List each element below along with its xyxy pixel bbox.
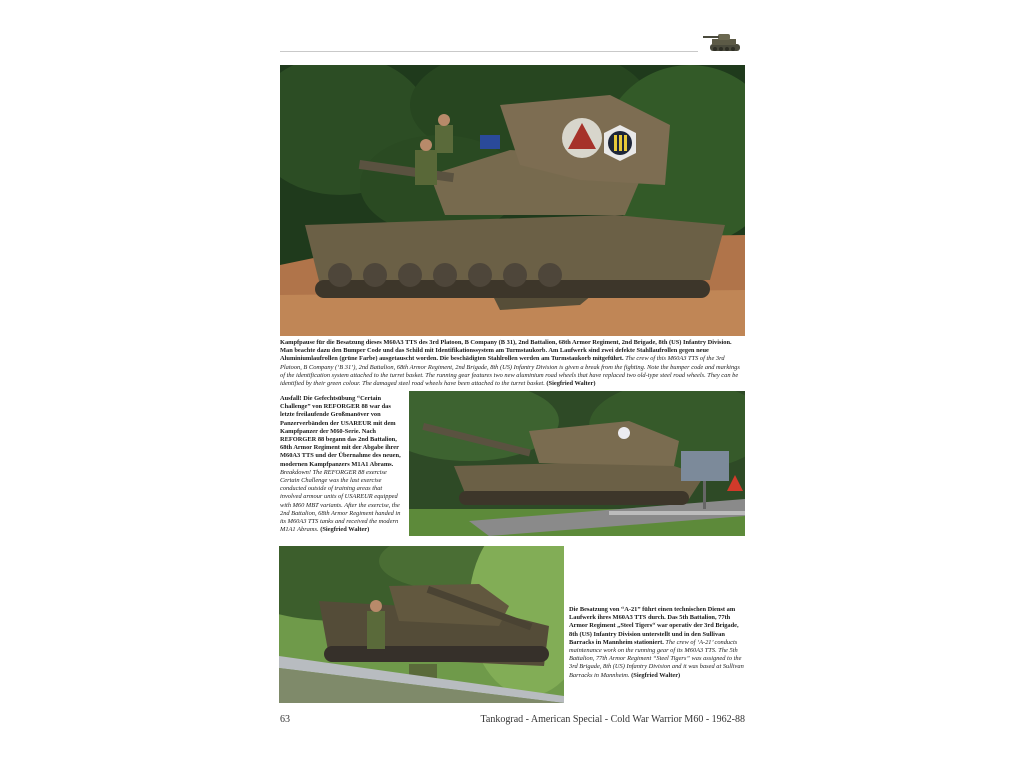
header-rule [280,51,698,52]
caption-middle-credit: (Siegfried Walter) [320,526,370,534]
caption-top-credit: (Siegfried Walter) [546,380,596,388]
caption-middle-english: Breakdown! The REFORGER 88 exercise Certain Challenge was the last exercise conducted outside of training areas that involved armour units of USAREUR equipped with M60 MBT variants. After the exercise, the 2nd Battalion, 68th Armor Regiment handed in its M60A3 TTS tanks and received the modern M1A1 Abrams. [280,468,401,534]
caption-bottom-german: Die Besatzung von “A-21” führt einen technischen Dienst am Laufwerk ihres M60A3 TTS durch. Das 5th Battalion, 77th Armor Regiment „Steel Tigers“ war operativ der 3rd Brigade, 8th (US) Infantry Division unterstellt und in den Sullivan Barracks in Mannheim stationiert. [569,606,739,646]
photo-tank-breakdown [409,391,745,536]
caption-top-german: Kampfpause für die Besatzung dieses M60A3 TTS des 3rd Platoon, B Company (B 31), 2nd Battalion, 68th Armor Regiment, 2nd Brigade, 8th (US) Infantry Division. Man beachte dazu den Bumper Code und das Schild mit Identifikationssystem am Turmstaukorb. Am Laufwerk sind zwei defekte Stahllaufrollen gegen neue Aluminiumlaufrollen (grüne Farbe) ausgetauscht worden. Die beschädigten Stahlrollen werden am Turmstaukorb mitgeführt. [280,339,732,363]
caption-middle-german: Ausfall! Die Gefechtsübung “Certain Challenge” von REFORGER 88 war das letzte freilaufende Großmanöver von Panzerverbänden der USAREUR mit dem Kampfpanzer der M60-Serie. Nach REFORGER 88 begann das 2nd Battalion, 68th Armor Regiment mit der Abgabe ihrer M60A3 TTS und der Übernahme des neuen, modernen Kampfpanzers M1A1 Abrams. [280,395,401,468]
page-number: 63 [280,714,290,725]
caption-middle [280,395,402,534]
caption-bottom [569,606,745,680]
photo-tank-a21-maintenance [279,546,564,703]
series-title: Tankograd - American Special - Cold War Warrior M60 - 1962-88 [480,714,745,725]
caption-bottom-credit: (Siegfried Walter) [631,671,681,679]
caption-top-english: The crew of this M60A3 TTS of the 3rd Platoon, B Company (‘B 31’), 2nd Battalion, 68th Armor Regiment, 2nd Brigade, 8th (US) Infantry Division is given a break from the fighting. Note the bumper code and markings of the identification system attached to the turret basket. The running gear features two new aluminium road wheels that have replaced two old-type steel road wheels. They can be identified by their green colour. The damaged steel road wheels have been attached to the turret basket. [280,355,740,388]
caption-bottom-english: The crew of ‘A-21’ conducts maintenance work on the running gear of its M60A3 TTS. The 5th Battalion, 77th Armor Regiment “Steel Tigers” was assigned to the 3rd Brigade, 8th (US) Infantry Division and it was based at Sullivan Barracks in Mannheim. [569,638,744,679]
caption-top [280,339,745,388]
photo-tank-b31 [280,65,745,336]
tank-icon [702,30,748,56]
